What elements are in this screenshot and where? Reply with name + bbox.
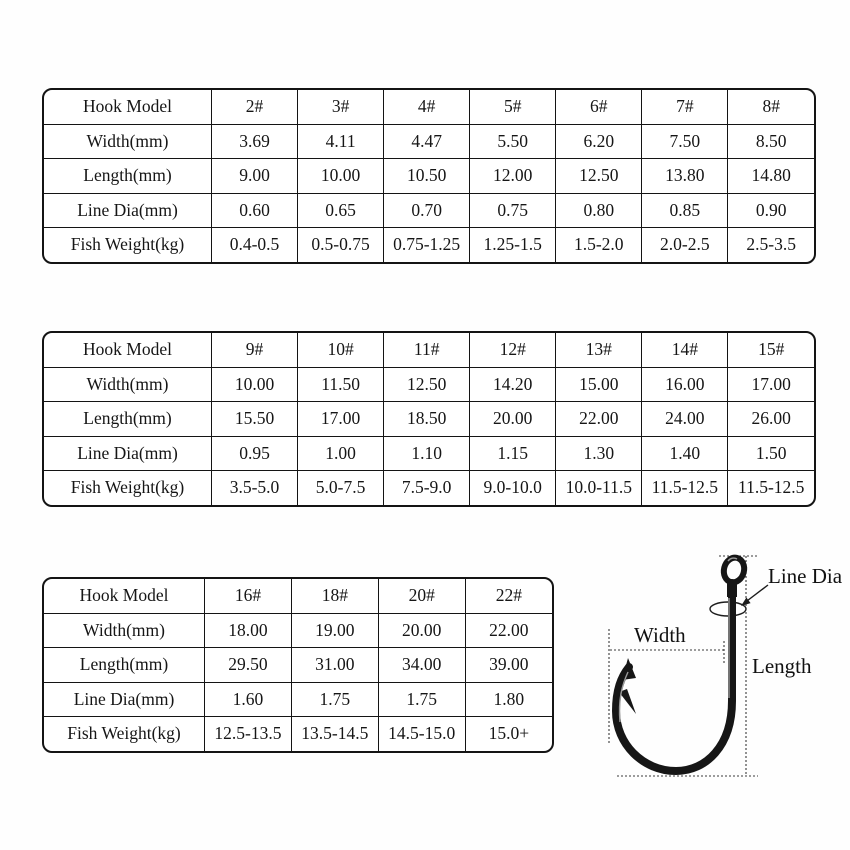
row-label-cell: Fish Weight(kg) bbox=[44, 717, 205, 751]
row-label-cell: Width(mm) bbox=[44, 367, 212, 402]
value-cell: 1.75 bbox=[291, 682, 378, 717]
value-cell: 12.50 bbox=[384, 367, 470, 402]
table-header-row bbox=[44, 579, 552, 613]
value-cell: 3.69 bbox=[212, 124, 298, 159]
value-cell: 34.00 bbox=[378, 648, 465, 683]
value-cell: 15.00 bbox=[556, 367, 642, 402]
model-header-cell: 11# bbox=[384, 333, 470, 367]
row-label-cell: Line Dia(mm) bbox=[44, 193, 212, 228]
model-header-cell: 15# bbox=[728, 333, 814, 367]
value-cell: 1.50 bbox=[728, 436, 814, 471]
row-label-cell: Line Dia(mm) bbox=[44, 436, 212, 471]
value-cell: 1.40 bbox=[642, 436, 728, 471]
table-row bbox=[44, 193, 814, 228]
value-cell: 1.10 bbox=[384, 436, 470, 471]
value-cell: 0.95 bbox=[212, 436, 298, 471]
model-header-cell: 12# bbox=[470, 333, 556, 367]
row-label-cell: Width(mm) bbox=[44, 613, 205, 648]
value-cell: 7.5-9.0 bbox=[384, 471, 470, 505]
value-cell: 31.00 bbox=[291, 648, 378, 683]
value-cell: 1.15 bbox=[470, 436, 556, 471]
value-cell: 18.50 bbox=[384, 402, 470, 437]
table-row bbox=[44, 159, 814, 194]
model-header-cell: 7# bbox=[642, 90, 728, 124]
value-cell: 14.20 bbox=[470, 367, 556, 402]
model-header-cell: 16# bbox=[205, 579, 292, 613]
value-cell: 22.00 bbox=[556, 402, 642, 437]
table-header-row bbox=[44, 333, 814, 367]
model-header-cell: 10# bbox=[298, 333, 384, 367]
model-header-cell: 4# bbox=[384, 90, 470, 124]
value-cell: 13.80 bbox=[642, 159, 728, 194]
value-cell: 18.00 bbox=[205, 613, 292, 648]
value-cell: 0.80 bbox=[556, 193, 642, 228]
hook-size-table-2-to-8 bbox=[42, 88, 816, 264]
value-cell: 14.5-15.0 bbox=[378, 717, 465, 751]
value-cell: 9.0-10.0 bbox=[470, 471, 556, 505]
row-label-cell: Length(mm) bbox=[44, 159, 212, 194]
header-label-cell: Hook Model bbox=[44, 90, 212, 124]
model-header-cell: 8# bbox=[728, 90, 814, 124]
value-cell: 7.50 bbox=[642, 124, 728, 159]
value-cell: 3.5-5.0 bbox=[212, 471, 298, 505]
value-cell: 20.00 bbox=[378, 613, 465, 648]
value-cell: 1.80 bbox=[465, 682, 552, 717]
table-row bbox=[44, 682, 552, 717]
spec-table bbox=[44, 333, 814, 505]
model-header-cell: 14# bbox=[642, 333, 728, 367]
value-cell: 15.50 bbox=[212, 402, 298, 437]
fish-hook-icon bbox=[616, 555, 747, 771]
value-cell: 24.00 bbox=[642, 402, 728, 437]
value-cell: 0.70 bbox=[384, 193, 470, 228]
model-header-cell: 6# bbox=[556, 90, 642, 124]
value-cell: 16.00 bbox=[642, 367, 728, 402]
value-cell: 0.65 bbox=[298, 193, 384, 228]
value-cell: 4.11 bbox=[298, 124, 384, 159]
model-header-cell: 18# bbox=[291, 579, 378, 613]
row-label-cell: Length(mm) bbox=[44, 648, 205, 683]
table-row bbox=[44, 717, 552, 751]
value-cell: 29.50 bbox=[205, 648, 292, 683]
value-cell: 10.00 bbox=[212, 367, 298, 402]
table-row bbox=[44, 367, 814, 402]
model-header-cell: 22# bbox=[465, 579, 552, 613]
table-header-row bbox=[44, 90, 814, 124]
table-row bbox=[44, 436, 814, 471]
width-label: Width bbox=[634, 623, 686, 647]
model-header-cell: 5# bbox=[470, 90, 556, 124]
value-cell: 1.30 bbox=[556, 436, 642, 471]
value-cell: 12.50 bbox=[556, 159, 642, 194]
value-cell: 11.5-12.5 bbox=[728, 471, 814, 505]
row-label-cell: Line Dia(mm) bbox=[44, 682, 205, 717]
length-label: Length bbox=[752, 654, 812, 678]
value-cell: 19.00 bbox=[291, 613, 378, 648]
value-cell: 22.00 bbox=[465, 613, 552, 648]
value-cell: 0.60 bbox=[212, 193, 298, 228]
value-cell: 0.90 bbox=[728, 193, 814, 228]
value-cell: 1.25-1.5 bbox=[470, 228, 556, 262]
value-cell: 11.5-12.5 bbox=[642, 471, 728, 505]
value-cell: 2.0-2.5 bbox=[642, 228, 728, 262]
value-cell: 20.00 bbox=[470, 402, 556, 437]
table-row bbox=[44, 613, 552, 648]
spec-table bbox=[44, 90, 814, 262]
model-header-cell: 20# bbox=[378, 579, 465, 613]
value-cell: 0.75-1.25 bbox=[384, 228, 470, 262]
value-cell: 26.00 bbox=[728, 402, 814, 437]
value-cell: 11.50 bbox=[298, 367, 384, 402]
value-cell: 10.0-11.5 bbox=[556, 471, 642, 505]
table-row bbox=[44, 228, 814, 262]
model-header-cell: 9# bbox=[212, 333, 298, 367]
value-cell: 39.00 bbox=[465, 648, 552, 683]
value-cell: 2.5-3.5 bbox=[728, 228, 814, 262]
value-cell: 10.50 bbox=[384, 159, 470, 194]
row-label-cell: Length(mm) bbox=[44, 402, 212, 437]
model-header-cell: 13# bbox=[556, 333, 642, 367]
value-cell: 9.00 bbox=[212, 159, 298, 194]
value-cell: 0.75 bbox=[470, 193, 556, 228]
line-dia-label: Line Dia bbox=[768, 564, 843, 588]
table-row bbox=[44, 402, 814, 437]
value-cell: 0.85 bbox=[642, 193, 728, 228]
model-header-cell: 2# bbox=[212, 90, 298, 124]
value-cell: 5.50 bbox=[470, 124, 556, 159]
value-cell: 15.0+ bbox=[465, 717, 552, 751]
value-cell: 14.80 bbox=[728, 159, 814, 194]
hook-dimension-diagram bbox=[553, 533, 850, 813]
hook-size-table-9-to-15 bbox=[42, 331, 816, 507]
value-cell: 17.00 bbox=[728, 367, 814, 402]
value-cell: 10.00 bbox=[298, 159, 384, 194]
table-row bbox=[44, 648, 552, 683]
row-label-cell: Fish Weight(kg) bbox=[44, 471, 212, 505]
value-cell: 12.5-13.5 bbox=[205, 717, 292, 751]
model-header-cell: 3# bbox=[298, 90, 384, 124]
table-row bbox=[44, 471, 814, 505]
value-cell: 1.75 bbox=[378, 682, 465, 717]
header-label-cell: Hook Model bbox=[44, 579, 205, 613]
value-cell: 0.5-0.75 bbox=[298, 228, 384, 262]
value-cell: 4.47 bbox=[384, 124, 470, 159]
value-cell: 12.00 bbox=[470, 159, 556, 194]
value-cell: 1.00 bbox=[298, 436, 384, 471]
value-cell: 6.20 bbox=[556, 124, 642, 159]
header-label-cell: Hook Model bbox=[44, 333, 212, 367]
hook-size-table-16-to-22 bbox=[42, 577, 554, 753]
value-cell: 8.50 bbox=[728, 124, 814, 159]
table-row bbox=[44, 124, 814, 159]
value-cell: 5.0-7.5 bbox=[298, 471, 384, 505]
row-label-cell: Width(mm) bbox=[44, 124, 212, 159]
value-cell: 13.5-14.5 bbox=[291, 717, 378, 751]
value-cell: 1.5-2.0 bbox=[556, 228, 642, 262]
spec-table bbox=[44, 579, 552, 751]
value-cell: 0.4-0.5 bbox=[212, 228, 298, 262]
value-cell: 1.60 bbox=[205, 682, 292, 717]
row-label-cell: Fish Weight(kg) bbox=[44, 228, 212, 262]
value-cell: 17.00 bbox=[298, 402, 384, 437]
